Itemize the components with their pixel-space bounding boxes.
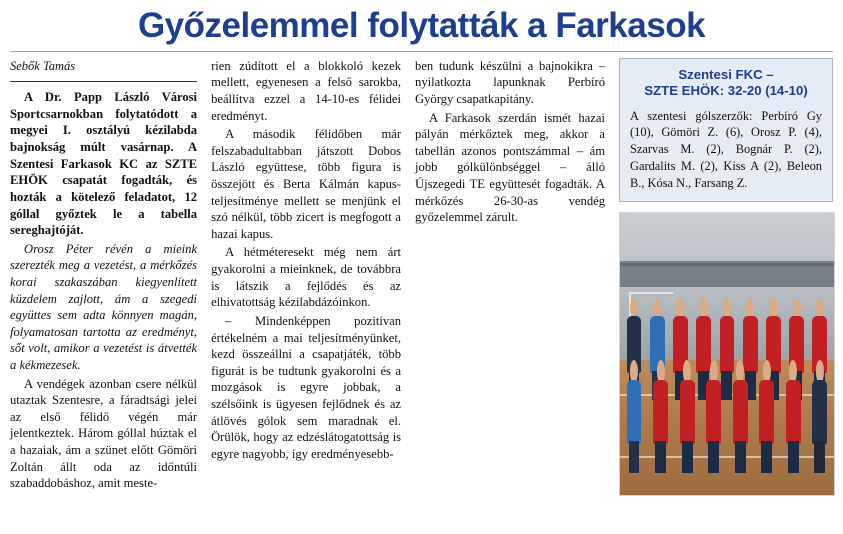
match-result-title <box>630 67 822 100</box>
paragraph: Orosz Péter révén a mieink szerezték meg a vezetést, a mérkőzés korai szakaszában kiegyenlített küzdelem zajlott, ám a szegedi együttes sem adta könnyen magán, folyamatosan tartotta az eredményt, sőt volt, amikor a vezetést is átvették a kékmezesek. <box>10 241 198 372</box>
photo-player <box>730 360 750 473</box>
paragraph-lead: A Dr. Papp László Városi Sportcsarnokban folytatódott a megyei I. osztályú kézilabda bajnokság múlt vasárnap. A Szentesi Farkasok KC az SZTE EHÖK csapatát fogadták, és hozták a kötelező feladatot, 12 góllal győztek le a tabella sereghajtóját. <box>10 90 198 238</box>
sidebar-column <box>619 58 833 526</box>
photo-player <box>651 360 671 473</box>
paragraph: A hétméteresekt még nem árt gyakorolni a mieinknek, de továbbra is látszik a fejlődés és az elhivatottság kézilabdázóinkon. <box>211 245 402 310</box>
photo-player <box>704 360 724 473</box>
photo-front-row <box>624 360 829 473</box>
match-result-title-line2: SZTE EHÖK: 32-20 (14-10) <box>644 83 808 99</box>
scorers-list: A szentesi gólszerzők: Perbíró Gy (10), Gömöri Z. (6), Orosz P. (4), Szarvas M. (2), Bognár P. (2), Gardalits M. (2), Kiss A (2), Beleon B., Kósa N., Farsang Z. <box>630 108 822 190</box>
headline-divider <box>10 51 833 52</box>
match-result-box <box>619 58 833 203</box>
paragraph: rien zúdított el a blokkoló kezek mellett, egyenesen a felső sarokba, beállítva ezzel a 14-10-es félidei eredményt. <box>211 58 402 123</box>
photo-player <box>810 360 830 473</box>
photo-player <box>677 360 697 473</box>
text-column-3 <box>415 58 605 526</box>
text-column-1 <box>10 58 197 526</box>
article-columns <box>10 58 833 526</box>
team-photo <box>619 212 835 496</box>
text-column-2 <box>211 58 401 526</box>
paragraph: – Mindenképpen pozitívan értékelném a mai teljesítményünket, kezd összeállni a csapatjáték, több figurát is be tudtunk gyakorolni és a mozgások is egyre jobbak, a szélsőink is ügyesen fejlődnek és az átlövés gólok sem maradnak el. Örülök, hogy az edzéslátogatottság is egyre nagyobb, így eredményesebb- <box>211 313 402 461</box>
byline: Sebők Tamás <box>10 58 76 73</box>
paragraph: ben tudunk készülni a bajnokikra – nyilatkozta lapunknak Perbíró György csapatkapitány. <box>415 58 605 106</box>
photo-player <box>784 360 804 473</box>
byline-divider <box>10 81 197 82</box>
photo-player <box>624 360 644 473</box>
paragraph: A vendégek azonban csere nélkül utaztak Szentesre, a fáradtsági jelei az első félidő végén már jelentkeztek. Három góllal húztak el a hazaiak, ám a szünet előtt Gömöri Zoltán állt oda az időntúli szabaddobáshoz, amit meste- <box>10 376 198 491</box>
photo-wall-banner <box>620 261 834 286</box>
match-result-title-line1: Szentesi FKC – <box>678 66 774 82</box>
page-title: Győzelemmel folytatták a Farkasok <box>137 6 706 45</box>
paragraph: A második félidőben már felszabadultabban játszott Dobos László együttese, több figura is összejött és Berta Kálmán kapus-teljesítménye mellett se menjünk el szó nélkül, több zicert is megfogott a hazai kapus. <box>211 127 402 241</box>
photo-player <box>757 360 777 473</box>
paragraph: A Farkasok szerdán ismét hazai pályán mérkőztek meg, akkor a tabellán azonos pontszámmal – ám jobb gólkülönbséggel – álló Újszegedi TE együttesét fogadták. A mérkőzés 26-30-as vendég győzelemmel zárult. <box>415 110 605 225</box>
